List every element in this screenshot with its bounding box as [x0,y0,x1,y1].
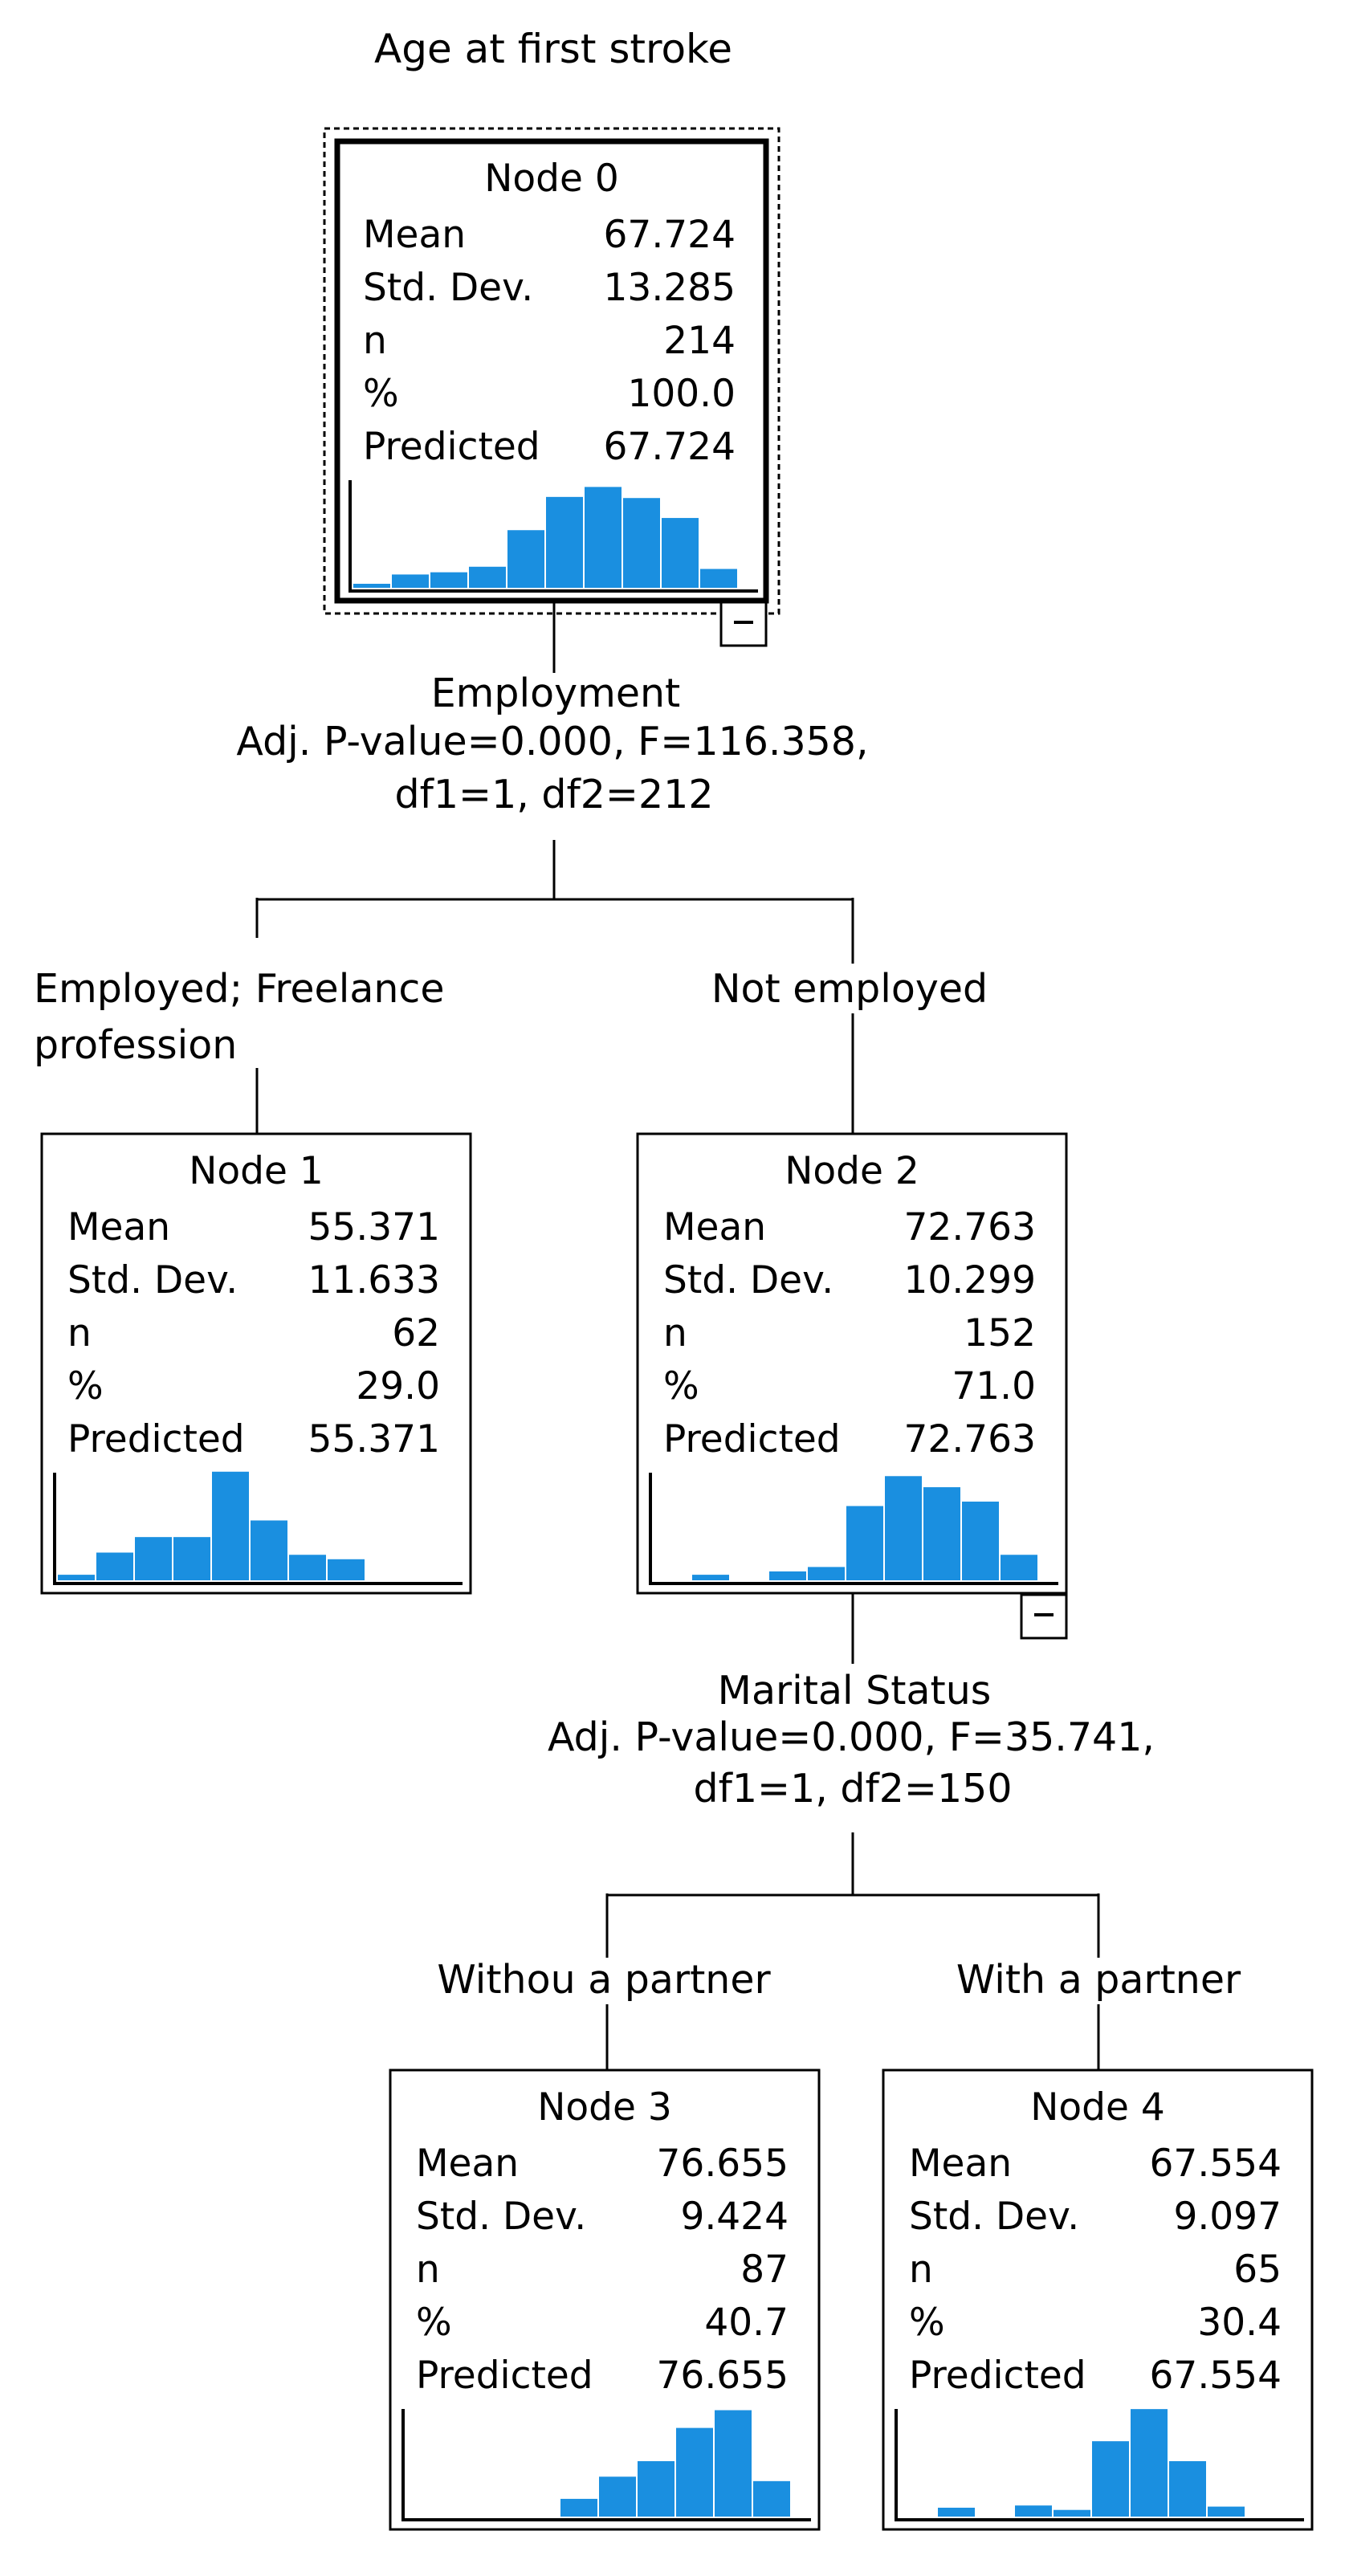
histogram-bar [1169,2461,1206,2517]
stat-value-std-dev: 9.424 [680,2195,789,2239]
branch-label: Employed; Freelance [34,966,445,1012]
histogram-bar [469,567,506,588]
stat-label-std-dev: Std. Dev. [67,1258,238,1302]
stat-label-predicted: Predicted [663,1417,841,1461]
split-degrees-of-freedom: df1=1, df2=212 [394,772,714,817]
stat-label-mean: Mean [663,1205,767,1249]
stat-label-percent: % [416,2301,452,2345]
histogram-bar [962,1502,999,1580]
stat-value-predicted: 72.763 [903,1417,1036,1461]
stat-label-percent: % [363,372,399,416]
stat-label-percent: % [909,2301,945,2345]
stat-value-percent: 29.0 [356,1364,440,1408]
stat-value-percent: 40.7 [704,2301,789,2345]
stat-label-predicted: Predicted [909,2354,1086,2398]
stat-label-n: n [416,2248,440,2292]
stat-value-std-dev: 11.633 [308,1258,440,1302]
stat-label-mean: Mean [909,2142,1013,2186]
histogram-bar [715,2411,752,2517]
stat-value-std-dev: 9.097 [1173,2195,1282,2239]
stat-label-mean: Mean [416,2142,520,2186]
stat-label-std-dev: Std. Dev. [416,2195,587,2239]
stat-value-percent: 100.0 [627,372,736,416]
histogram-bar [599,2476,636,2517]
stat-label-mean: Mean [363,213,467,257]
histogram-bar [662,518,699,588]
histogram-bar [1208,2507,1245,2517]
stat-value-predicted: 67.724 [603,425,736,469]
stat-label-n: n [67,1311,92,1355]
histogram-bar [676,2428,713,2517]
stat-value-predicted: 55.371 [308,1417,440,1461]
node-title: Node 3 [537,2085,672,2130]
histogram-bar [623,498,660,588]
histogram-bar [1001,1555,1037,1580]
stat-label-std-dev: Std. Dev. [663,1258,834,1302]
node-title: Node 2 [785,1149,919,1193]
stat-value-predicted: 76.655 [656,2354,789,2398]
histogram-bar [58,1575,95,1580]
node-title: Node 4 [1030,2085,1165,2130]
histogram-bar [212,1472,249,1580]
histogram-bar [769,1571,806,1580]
stat-label-predicted: Predicted [363,425,540,469]
stat-value-n: 62 [392,1311,440,1355]
stat-value-n: 87 [740,2248,789,2292]
histogram-bar [753,2481,790,2517]
branch-label: profession [34,1022,238,1068]
histogram-bar [289,1555,326,1580]
stat-value-mean: 72.763 [903,1205,1036,1249]
histogram-bar [885,1476,922,1580]
stat-label-percent: % [663,1364,699,1408]
histogram-bar [560,2499,597,2517]
histogram-bar [808,1567,845,1580]
histogram-bar [173,1537,210,1580]
histogram-bar [585,487,622,588]
histogram-bar [546,497,583,588]
stat-label-n: n [363,319,387,363]
stat-value-mean: 76.655 [656,2142,789,2186]
split-statistics: Adj. P-value=0.000, F=35.741, [548,1714,1155,1760]
stat-value-percent: 30.4 [1197,2301,1282,2345]
histogram-bar [96,1553,133,1581]
stat-label-percent: % [67,1364,104,1408]
histogram-bar [1015,2505,1052,2517]
stat-value-mean: 67.724 [603,213,736,257]
stat-value-predicted: 67.554 [1149,2354,1282,2398]
branch-label: Withou a partner [437,1957,771,2003]
node-title: Node 0 [484,157,619,201]
stat-value-n: 152 [964,1311,1036,1355]
histogram-bar [328,1559,365,1580]
stat-label-n: n [909,2248,933,2292]
node-title: Node 1 [189,1149,324,1193]
stat-value-mean: 55.371 [308,1205,440,1249]
split-variable: Employment [430,670,681,716]
histogram-bar [1131,2409,1168,2517]
histogram-bar [692,1575,729,1580]
stat-label-n: n [663,1311,687,1355]
histogram-bar [846,1506,883,1580]
histogram-bar [507,530,544,588]
histogram-bar [1092,2441,1129,2517]
histogram-bar [1054,2510,1090,2517]
stat-label-mean: Mean [67,1205,171,1249]
histogram-bar [938,2508,975,2517]
stat-label-predicted: Predicted [67,1417,245,1461]
split-degrees-of-freedom: df1=1, df2=150 [693,1766,1013,1812]
stat-value-mean: 67.554 [1149,2142,1282,2186]
stat-value-n: 65 [1233,2248,1282,2292]
histogram-bar [923,1487,960,1580]
stat-value-percent: 71.0 [952,1364,1036,1408]
node-box[interactable] [390,2070,819,2529]
histogram-bar [430,573,467,588]
branch-label: With a partner [956,1957,1241,2003]
tree-title: Age at first stroke [374,26,732,72]
stat-value-n: 214 [663,319,736,363]
stat-label-predicted: Predicted [416,2354,593,2398]
branch-label: Not employed [711,966,988,1012]
histogram-bar [251,1520,287,1580]
histogram-bar [638,2461,674,2517]
stat-label-std-dev: Std. Dev. [909,2195,1080,2239]
split-variable: Marital Status [717,1668,992,1714]
histogram-bar [353,584,390,588]
stat-value-std-dev: 10.299 [903,1258,1036,1302]
stat-value-std-dev: 13.285 [603,266,736,310]
histogram-bar [700,569,737,588]
split-statistics: Adj. P-value=0.000, F=116.358, [236,719,869,764]
histogram-bar [135,1537,172,1580]
histogram-bar [392,574,429,588]
stat-label-std-dev: Std. Dev. [363,266,534,310]
